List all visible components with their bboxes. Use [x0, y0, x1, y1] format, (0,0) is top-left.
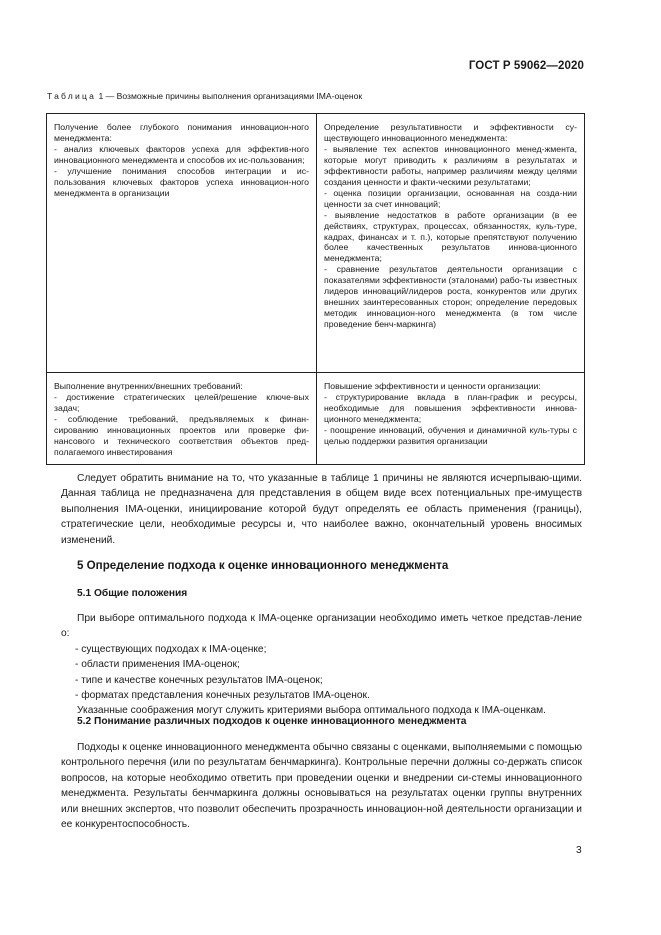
subsection-title: 5.1 Общие положения: [77, 588, 188, 599]
outro-paragraph: Указанные соображения могут служить критериями выбора оптимального подхода к IMA-оценкам.: [77, 705, 547, 717]
cell-text: - выявление тех аспектов инновационного менед-жмента, которые могут приводить к различиям в результатах и эффективности работы, например различиям между целями создания ценности и факти-ческими результатами;: [324, 143, 577, 187]
page-number: 3: [576, 845, 582, 856]
table-cell: [317, 373, 585, 465]
table-row: [47, 373, 585, 465]
table-cell: [47, 373, 317, 465]
cell-text: - выявление недостатков в работе организации (в ее действиях, структурах, процессах, обязанностях, куль-туре, кадрах, финансах и т. п.), которые препятствуют получению более качественных результатов иннова-ционного менеджмента;: [324, 209, 577, 264]
table-caption-text: 1 — Возможные причины выполнения организациями IMA-оценок: [96, 91, 363, 101]
section-title: 5 Определение подхода к оценке инновационного менеджмента: [77, 559, 449, 572]
standard-header: ГОСТ Р 59062—2020: [468, 60, 584, 72]
cell-text: - анализ ключевых факторов успеха для эффектив-ного инновационного менеджмента и способов их ис-пользования;: [54, 143, 309, 165]
subsection-5-2-body: [61, 740, 582, 832]
cell-text: - структурирование вклада в план-график и ресурсы, необходимые для повышения эффективности иннова-ционного менеджмента;: [324, 391, 577, 424]
intro-paragraph: При выборе оптимального подхода к IMA-оценке организации необходимо иметь четкое представ-ление о:: [61, 613, 582, 640]
cell-text: - сравнение результатов деятельности организации с показателями эффективности (эталонами) рабо-ты известных лидеров инноваций/лидеров роста, конкурентов или других внешних заинтересованных сторон; определение передовых методик инновацион-ного менеджмента (в том числе проведение бенч-маркинга): [324, 264, 577, 330]
cell-text: Повышение эффективности и ценности организации:: [324, 381, 541, 391]
cell-text: - соблюдение требований, предъявляемых к финан-сированию инновационных проектов или проверке фи-нансового и технического соответствия объектов пред-полагаемого инвестирования: [54, 413, 309, 457]
cell-text: - оценка позиции организации, основанная на созда-нии ценности за счет инноваций;: [324, 187, 577, 209]
cell-text: Определение результативности и эффективности су-ществующего инновационного менеджмента:: [324, 122, 577, 143]
reasons-table: [46, 113, 585, 465]
subsection-5-1-body: [61, 611, 582, 719]
table-row: [47, 114, 585, 373]
approaches-paragraph: Подходы к оценке инновационного менеджмента обычно связаны с оценками, выполняемыми с помощью контрольного перечня (или по результатам бенчмаркинга). Контрольные перечни должны со-держать список вопросов, на которые необходимо ответить при проведении оценки и внедрении си-стемы инновационного менеджмента. Результаты бенчмаркинга должны основываться на результатах оценки группы внутренних или внешних экспертов, что позволит обеспечить прозрачность инновацион-ной деятельности организации и ее конкурентоспособность.: [61, 742, 582, 831]
table-cell: [317, 114, 585, 373]
table-cell: [47, 114, 317, 373]
cell-text: - достижение стратегических целей/решение ключе-вых задач;: [54, 391, 309, 413]
cell-text: - поощрение инноваций, обучения и динамичной куль-туры с целью поддержки развития организации: [324, 424, 577, 446]
list-item: - типе и качестве конечных результатов IMA-оценок;: [61, 673, 582, 688]
note-paragraph: Следует обратить внимание на то, что указанные в таблице 1 причины не являются исчерпываю-щими. Данная таблица не предназначена для представления в общем виде всех потенциальных пре-имуществ выполнения IMA-оценки, инициирование которой будут определять ее область применения (границы), стратегические цели, необходимые ресурсы и, что наиболее важно, окончательный уровень вносимых изменений.: [61, 473, 582, 546]
note-block: [61, 471, 582, 548]
list-item: - области применения IMA-оценок;: [61, 657, 582, 672]
cell-text: Получение более глубокого понимания инновацион-ного менеджмента:: [54, 122, 309, 143]
list-item: - форматах представления конечных результатов IMA-оценок.: [61, 688, 582, 703]
table-caption: [47, 91, 362, 101]
subsection-title: 5.2 Понимание различных подходов к оценке инновационного менеджмента: [77, 716, 467, 727]
cell-text: Выполнение внутренних/внешних требований:: [54, 381, 243, 391]
considerations-list: [61, 642, 582, 704]
list-item: - существующих подходах к IMA-оценке;: [61, 642, 582, 657]
table-caption-label: Таблица: [47, 91, 97, 101]
cell-text: - улучшение понимания способов интеграции и ис-пользования ключевых факторов успеха инновацион-ного менеджмента в организации: [54, 165, 309, 198]
